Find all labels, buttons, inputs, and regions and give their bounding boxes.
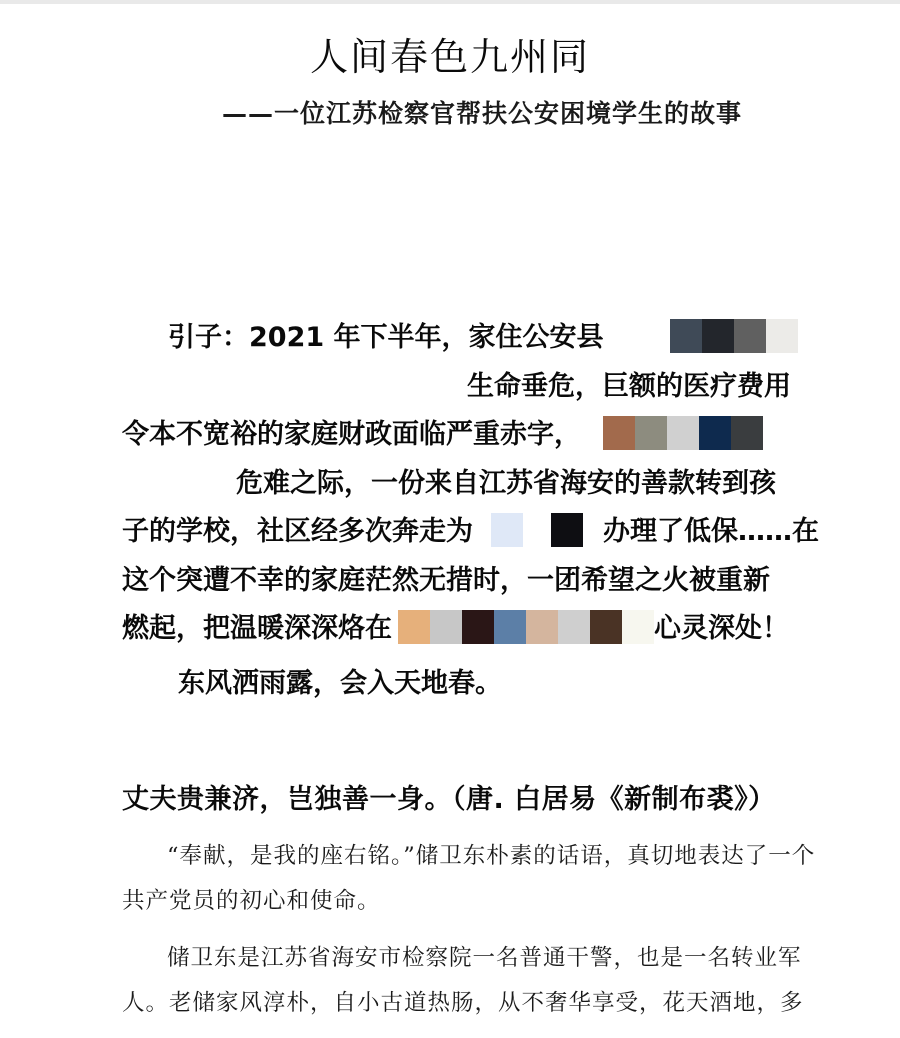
mosaic-block bbox=[699, 416, 731, 450]
intro-text: 引子：2021 年下半年，家住公安县 bbox=[168, 322, 604, 353]
intro-closing-text: 东风洒雨露，会入天地春。 bbox=[178, 667, 502, 699]
redacted-blank bbox=[122, 372, 467, 402]
mosaic-block bbox=[670, 319, 702, 353]
mosaic-block bbox=[526, 610, 558, 644]
document-subtitle: ——一位江苏检察官帮扶公安困境学生的故事 bbox=[222, 99, 743, 128]
intro-text: 令本不宽裕的家庭财政面临严重赤字， bbox=[122, 419, 581, 450]
intro-text: 燃起，把温暖深深烙在 bbox=[122, 613, 392, 644]
top-border bbox=[0, 0, 900, 4]
intro-line-4 bbox=[122, 460, 822, 509]
mosaic-block bbox=[635, 416, 667, 450]
intro-text: 心灵深处！ bbox=[654, 613, 789, 644]
mosaic-block bbox=[731, 416, 763, 450]
redacted-mosaic bbox=[624, 319, 798, 353]
body-paragraph: “奉献，是我的座右铭。”储卫东朴素的话语，真切地表达了一个共产党员的初心和使命。 bbox=[122, 843, 816, 914]
intro-line-2 bbox=[122, 363, 822, 412]
mosaic-block bbox=[398, 610, 430, 644]
intro-text: 这个突遭不幸的家庭茫然无措时，一团希望之火被重新 bbox=[122, 564, 770, 596]
intro-line-1 bbox=[122, 314, 822, 363]
document-title: 人间春色九州同 bbox=[309, 35, 590, 79]
motto-quote: 丈夫贵兼济，岂独善一身。（唐. 白居易《新制布裘》） bbox=[122, 784, 776, 815]
mosaic-block bbox=[734, 319, 766, 353]
intro-line-7 bbox=[122, 605, 822, 654]
intro-section bbox=[122, 314, 822, 708]
mosaic-block bbox=[603, 416, 635, 450]
mosaic-block bbox=[551, 513, 583, 547]
intro-text: 办理了低保……在 bbox=[603, 516, 819, 547]
mosaic-block bbox=[558, 610, 590, 644]
mosaic-block bbox=[667, 416, 699, 450]
article-body bbox=[122, 834, 822, 1038]
mosaic-block bbox=[462, 610, 494, 644]
intro-text: 子的学校，社区经多次奔走为 bbox=[122, 516, 473, 547]
mosaic-block bbox=[590, 610, 622, 644]
mosaic-block bbox=[494, 610, 526, 644]
mosaic-block bbox=[766, 319, 798, 353]
body-paragraph: 储卫东是江苏省海安市检察院一名普通干警，也是一名转业军人。老储家风淳朴，自小古道热肠，从不奢华享受，花天酒地，多 bbox=[122, 945, 804, 1016]
mosaic-block bbox=[430, 610, 462, 644]
redacted-blank bbox=[122, 469, 236, 499]
mosaic-block bbox=[491, 513, 523, 547]
mosaic-block bbox=[702, 319, 734, 353]
redacted-mosaic bbox=[398, 610, 654, 644]
intro-text: 生命垂危，巨额的医疗费用 bbox=[467, 370, 791, 402]
mosaic-block bbox=[622, 610, 654, 644]
redacted-mosaic bbox=[603, 416, 763, 450]
intro-line-3 bbox=[122, 411, 822, 460]
intro-line-6 bbox=[122, 557, 822, 606]
intro-line-5 bbox=[122, 508, 822, 557]
redacted-mosaic bbox=[491, 513, 583, 547]
intro-closing bbox=[122, 660, 822, 709]
intro-text: 危难之际，一份来自江苏省海安的善款转到孩 bbox=[236, 467, 776, 499]
